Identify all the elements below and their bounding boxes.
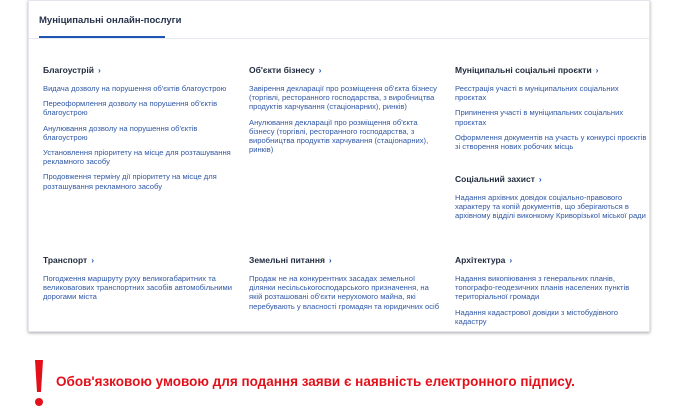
service-link[interactable]: Переоформлення дозволу на порушення об'єктів благоустрою [43, 99, 218, 118]
service-link[interactable]: Видача дозволу на порушення об'єктів благоустрою [43, 84, 227, 93]
category-heading[interactable]: Архітектура › [455, 255, 513, 265]
service-link[interactable]: Припинення участі в муніципальних соціальних проєктах [455, 108, 624, 127]
service-link[interactable]: Надання архівних довідок соціально-правового характеру та копій документів, що зберігаються в архівному відділі виконкому Криворізької міської ради [455, 193, 646, 221]
service-link[interactable]: Оформлення документів на участь у конкурсі проєктів зі створення нових робочих місць [455, 132, 647, 152]
service-link[interactable]: Анулювання декларації про розміщення об'єкта бізнесу (торгівлі, ресторанного господарства, з виробництва продуктів харчування (стаціонарних), ринків) [249, 117, 429, 155]
service-link[interactable]: Погодження маршруту руху великогабаритних та великовагових транспортних засобів автомобільними дорогами міста [43, 274, 232, 302]
category-heading[interactable]: Благоустрій › [43, 65, 101, 75]
category-heading[interactable]: Земельні питання › [249, 255, 332, 265]
chevron-right-icon: › [328, 255, 332, 265]
chevron-right-icon: › [509, 255, 513, 265]
service-link[interactable]: Анулювання дозволу на порушення об'єктів благоустрою [43, 123, 198, 142]
category-land-issues [249, 255, 443, 317]
tab-municipal-services[interactable]: Муніципальні онлайн-послуги [39, 15, 182, 26]
tab-divider [29, 38, 649, 39]
exclamation-icon [34, 360, 44, 410]
notice-text: Обов'язковою умовою для подання заяви є наявність електронного підпису. [56, 374, 575, 389]
category-business-objects [249, 65, 443, 160]
category-social-protection [455, 174, 649, 227]
service-link[interactable]: Надання викопіювання з генеральних планів, топографо-геодезичних планів населених пунктів територіальної громади [455, 274, 630, 302]
service-link[interactable]: Установлення пріоритету на місце для розташування рекламного засобу [43, 148, 231, 167]
category-transport [43, 255, 237, 308]
service-link[interactable]: Продовження терміну дії пріоритету на місце для розташування рекламного засобу [43, 172, 217, 191]
chevron-right-icon: › [91, 255, 95, 265]
services-panel [28, 0, 650, 332]
category-heading[interactable]: Муніципальні соціальні проєкти › [455, 65, 599, 75]
category-architecture [455, 255, 649, 332]
category-heading[interactable]: Соціальний захист › [455, 174, 542, 184]
chevron-right-icon: › [318, 65, 322, 75]
chevron-right-icon: › [595, 65, 599, 75]
service-link[interactable]: Надання кадастрової довідки з містобудівного кадастру [455, 307, 618, 326]
category-social-projects [455, 65, 649, 157]
category-improvement [43, 65, 237, 197]
signature-notice [30, 360, 670, 410]
service-link[interactable]: Реєстрація участі в муніципальних соціальних проєктах [455, 84, 619, 103]
chevron-right-icon: › [97, 65, 101, 75]
category-heading[interactable]: Об'єкти бізнесу › [249, 65, 322, 75]
service-link[interactable]: Завірення декларації про розміщення об'єкта бізнесу (торгівлі, ресторанного господарства, з виробництва продуктів харчування (стаціонарних), ринків) [249, 84, 437, 112]
category-heading[interactable]: Транспорт › [43, 255, 95, 265]
service-link[interactable]: Продаж не на конкурентних засадах земельної ділянки несільськогосподарського призначення, на якій розташовані об'єкти нерухомого майна, які перебувають у власності громадян та юридичних осіб [249, 274, 440, 311]
chevron-right-icon: › [538, 174, 542, 184]
